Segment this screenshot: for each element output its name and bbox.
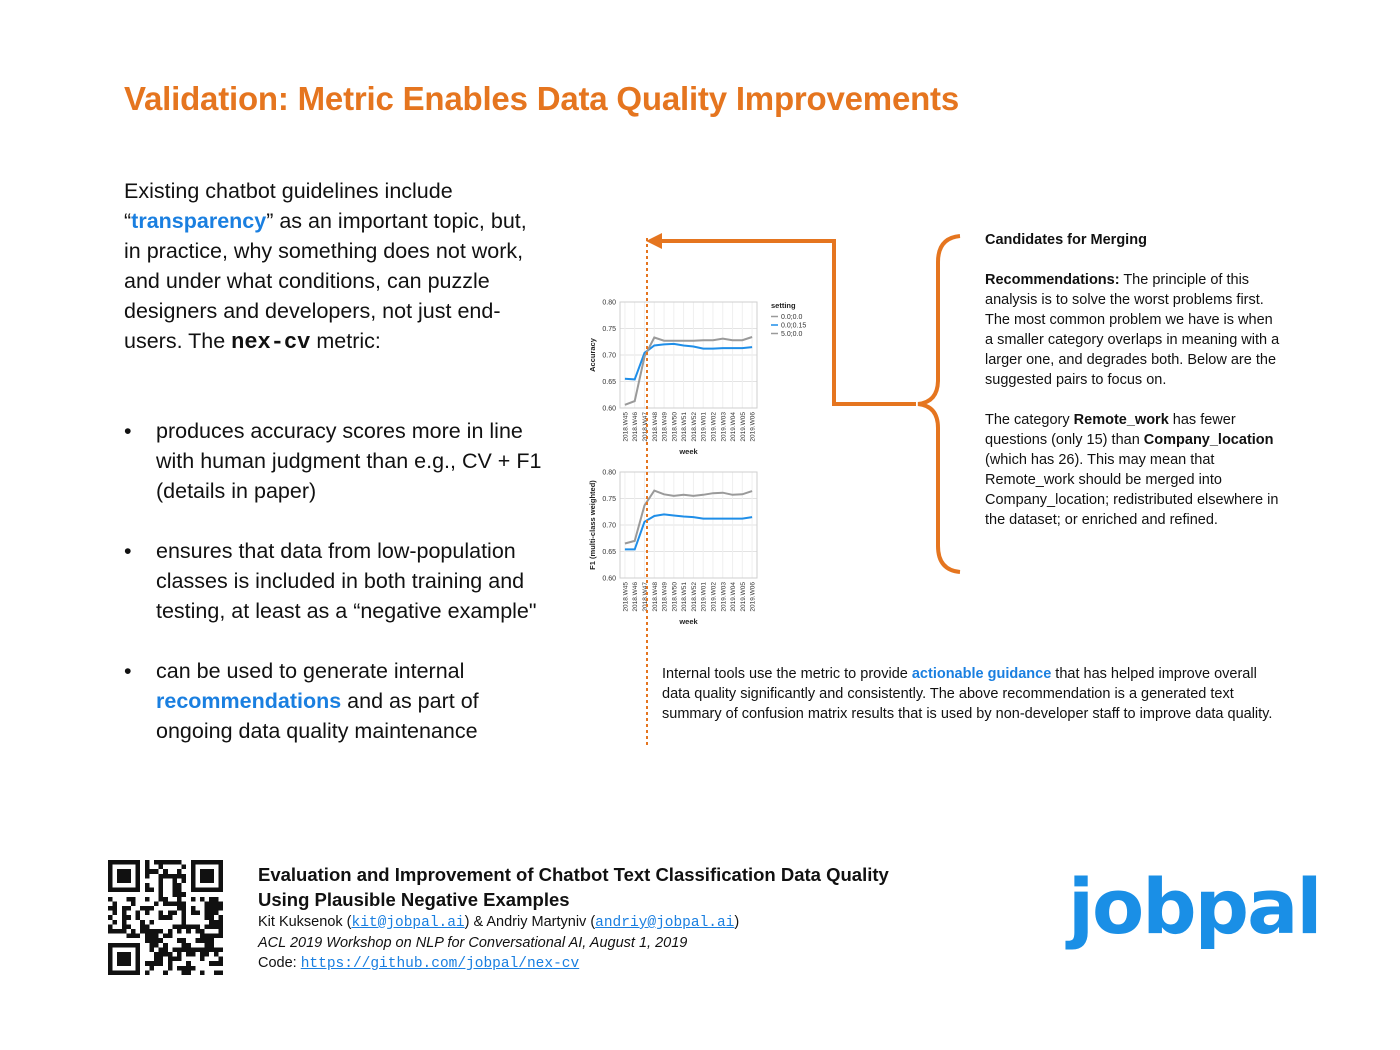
bullet-symbol: • xyxy=(124,539,132,563)
y-axis-title: F1 (multi-class weighted) xyxy=(588,480,597,570)
x-axis-title: week xyxy=(679,617,698,626)
series-line xyxy=(625,514,752,549)
author-text: ) xyxy=(734,914,740,930)
x-tick-label: 2018.W46 xyxy=(632,412,640,442)
intro-text: Existing chatbot guidelines include xyxy=(124,179,453,203)
intro-text-3: metric: xyxy=(310,329,381,353)
legend-title: setting xyxy=(771,301,796,310)
arrowhead-icon xyxy=(646,233,662,249)
y-tick-label: 0.65 xyxy=(602,379,616,386)
y-tick-label: 0.75 xyxy=(602,326,616,333)
intro-paragraph xyxy=(124,176,534,358)
recommendations-text: The principle of this analysis is to solve the worst problems first. The most common problem we have is when a smaller category overlaps in meaning with a larger one, and degrades both. Below are the suggested pairs to focus on. xyxy=(985,272,1280,388)
x-tick-label: 2018.W49 xyxy=(661,582,669,612)
y-tick-label: 0.75 xyxy=(602,496,616,503)
venue-line: ACL 2019 Workshop on NLP for Conversational AI, August 1, 2019 xyxy=(258,935,688,951)
author-text: ) & Andriy Martyniv ( xyxy=(464,914,596,930)
x-tick-label: 2018.W45 xyxy=(622,582,630,612)
x-tick-label: 2019.W05 xyxy=(739,582,747,612)
x-tick-label: 2019.W01 xyxy=(700,582,708,612)
x-tick-label: 2018.W48 xyxy=(651,582,659,612)
x-tick-label: 2019.W03 xyxy=(720,412,728,442)
y-tick-label: 0.60 xyxy=(602,575,616,583)
x-tick-label: 2018.W46 xyxy=(632,582,640,612)
actionable-guidance-highlight: actionable guidance xyxy=(911,666,1052,682)
x-tick-label: 2019.W01 xyxy=(700,412,708,442)
jobpal-logo: jobpal xyxy=(1068,862,1321,951)
x-tick-label: 2018.W51 xyxy=(681,412,689,442)
x-tick-label: 2018.W50 xyxy=(671,582,679,612)
y-tick-label: 0.80 xyxy=(602,469,616,477)
curly-brace-icon xyxy=(918,236,960,572)
x-tick-label: 2018.W47 xyxy=(641,582,649,612)
email-link-kit[interactable]: kit@jobpal.ai xyxy=(351,915,465,931)
bullet-text: ensures that data from low-population classes is included in both training and testing, at least as a “negative example" xyxy=(156,539,537,623)
intro-text-2: ” as an important topic, but, in practice, why something does not work, and under what conditions, can puzzle designers and developers, not just end-users. The xyxy=(124,209,527,353)
citation-footer xyxy=(258,862,978,974)
bullet-text: produces accuracy scores more in line with human judgment than e.g., CV + F1 (details in paper) xyxy=(156,419,542,503)
accuracy-chart xyxy=(588,300,806,457)
note-text-2: that has helped improve overall data quality significantly and consistently. The above recommendation is a generated text summary of confusion matrix results that is used by non-developer staff to improve data quality. xyxy=(662,666,1273,722)
x-tick-label: 2019.W06 xyxy=(749,412,757,442)
merge-recommendation-panel xyxy=(985,230,1280,550)
panel-text: (which has 26). This may mean that Remote_work should be merged into Company_location; redistributed elsewhere in the dataset; or enriched and refined. xyxy=(985,452,1279,528)
plot-frame xyxy=(620,472,757,578)
legend-label: 0.0;0.0 xyxy=(781,314,803,321)
panel-text: has fewer questions (only 15) than xyxy=(985,412,1236,448)
note-text: Internal tools use the metric to provide xyxy=(662,666,912,682)
qr-code-icon xyxy=(108,860,223,975)
x-tick-label: 2019.W02 xyxy=(710,412,718,442)
panel-heading: Candidates for Merging xyxy=(985,232,1147,248)
transparency-highlight: transparency xyxy=(131,209,267,233)
legend-label: 5.0;0.0 xyxy=(781,331,803,338)
x-tick-label: 2018.W50 xyxy=(671,412,679,442)
y-tick-label: 0.70 xyxy=(602,352,616,360)
x-axis-title: week xyxy=(679,447,698,456)
code-line xyxy=(258,953,978,974)
bullet-text-end: and as part of ongoing data quality maintenance xyxy=(156,689,479,743)
series-line xyxy=(625,491,752,544)
x-tick-label: 2019.W02 xyxy=(710,582,718,612)
bullet-symbol: • xyxy=(124,419,132,443)
y-tick-label: 0.70 xyxy=(602,522,616,530)
arrow-path xyxy=(660,241,916,404)
x-tick-label: 2018.W48 xyxy=(651,412,659,442)
category-company-location: Company_location xyxy=(1143,432,1274,448)
internal-tools-note xyxy=(662,664,1282,724)
page-title: Validation: Metric Enables Data Quality Improvements xyxy=(124,80,959,117)
y-tick-label: 0.80 xyxy=(602,299,616,307)
plot-frame xyxy=(620,302,757,408)
email-link-andriy[interactable]: andriy@jobpal.ai xyxy=(595,915,735,931)
y-tick-label: 0.65 xyxy=(602,549,616,556)
y-tick-label: 0.60 xyxy=(602,405,616,413)
series-line xyxy=(625,344,752,380)
legend-label: 0.0;0.15 xyxy=(781,322,807,330)
x-tick-label: 2018.W47 xyxy=(641,412,649,442)
recommendations-highlight: recommendations xyxy=(156,689,342,713)
x-tick-label: 2019.W04 xyxy=(730,582,738,612)
code-link[interactable]: https://github.com/jobpal/nex-cv xyxy=(300,956,580,972)
x-tick-label: 2019.W03 xyxy=(720,582,728,612)
x-tick-label: 2019.W05 xyxy=(739,412,747,442)
series-line xyxy=(625,337,752,405)
metric-name: nex-cv xyxy=(231,330,311,355)
author-text: Kit Kuksenok ( xyxy=(258,914,352,930)
code-label: Code: xyxy=(258,955,301,971)
panel-text: The category xyxy=(985,412,1074,428)
intro-quote: “ xyxy=(124,209,132,233)
x-tick-label: 2019.W04 xyxy=(730,412,738,442)
bullet-text: can be used to generate internal xyxy=(156,659,465,683)
category-remote-work: Remote_work xyxy=(1073,412,1169,428)
x-tick-label: 2018.W51 xyxy=(681,582,689,612)
x-tick-label: 2018.W52 xyxy=(690,412,698,442)
bullet-item xyxy=(124,536,544,626)
x-tick-label: 2018.W52 xyxy=(690,582,698,612)
x-tick-label: 2018.W49 xyxy=(661,412,669,442)
x-tick-label: 2019.W06 xyxy=(749,582,757,612)
authors-line xyxy=(258,912,978,933)
y-axis-title: Accuracy xyxy=(588,338,597,372)
bullet-list xyxy=(124,416,544,776)
bullet-item xyxy=(124,656,544,746)
paper-title-line1: Evaluation and Improvement of Chatbot Text Classification Data Quality xyxy=(258,864,889,885)
f1-chart xyxy=(588,470,757,627)
x-tick-label: 2018.W45 xyxy=(622,412,630,442)
paper-title-line2: Using Plausible Negative Examples xyxy=(258,889,570,910)
bullet-item xyxy=(124,416,544,506)
bullet-symbol: • xyxy=(124,659,132,683)
recommendations-label: Recommendations: xyxy=(985,272,1120,288)
